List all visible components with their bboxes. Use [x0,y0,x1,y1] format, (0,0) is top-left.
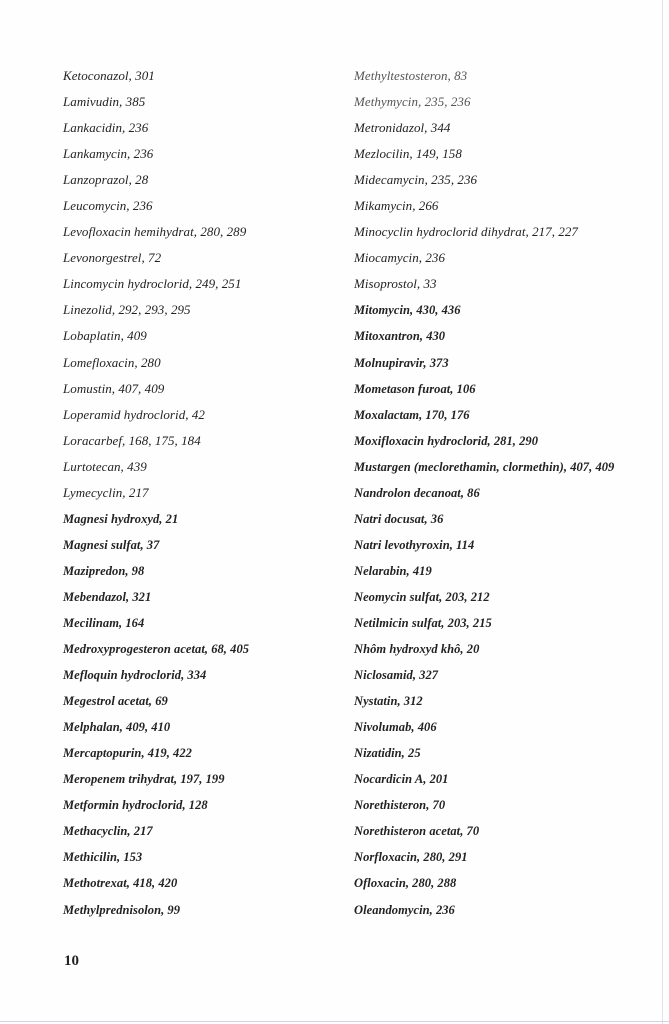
index-entry: Lomustin, 407, 409 [63,380,165,396]
index-entry: Methymycin, 235, 236 [354,94,471,110]
index-column-right [354,66,654,926]
index-entry: Mitomycin, 430, 436 [354,303,461,318]
index-entry: Methacyclin, 217 [63,824,153,839]
index-entry: Neomycin sulfat, 203, 212 [354,589,490,604]
index-entry: Norfloxacin, 280, 291 [354,850,468,865]
index-entry: Nhôm hydroxyd khô, 20 [354,642,480,657]
index-entry: Misoprostol, 33 [354,276,437,292]
index-entry: Mikamycin, 266 [354,198,439,214]
index-entry: Moxifloxacin hydroclorid, 281, 290 [354,433,538,448]
index-entry: Levonorgestrel, 72 [63,250,162,266]
index-entry: Natri levothyroxin, 114 [354,537,475,552]
index-entry: Nandrolon decanoat, 86 [354,485,480,500]
index-entry: Lamivudin, 385 [63,94,146,110]
index-entry: Mazipredon, 98 [63,563,145,578]
index-column-left [63,66,333,926]
index-entry: Niclosamid, 327 [354,668,439,683]
page-edge-divider [662,0,663,1024]
index-entry: Molnupiravir, 373 [354,355,449,370]
index-entry: Mebendazol, 321 [63,589,152,604]
index-entry: Lanzoprazol, 28 [63,172,149,188]
index-entry: Methyltestosteron, 83 [354,68,468,83]
index-entry: Loperamid hydroclorid, 42 [63,406,205,422]
index-entry: Magnesi hydroxyd, 21 [63,511,179,526]
index-entry: Metronidazol, 344 [354,120,451,136]
index-entry: Nystatin, 312 [354,694,423,709]
index-entry: Lankacidin, 236 [63,120,149,136]
index-entry: Methylprednisolon, 99 [63,902,181,917]
index-entry: Mustargen (meclorethamin, clormethin), 407, 409 [354,459,615,474]
index-entry: Lomefloxacin, 280 [63,354,161,370]
index-entry: Lobaplatin, 409 [63,328,147,344]
index-entry: Leucomycin, 236 [63,198,153,214]
index-entry: Norethisteron acetat, 70 [354,824,480,839]
index-entry: Medroxyprogesteron acetat, 68, 405 [63,642,250,657]
index-entry: Natri docusat, 36 [354,511,444,526]
index-entry: Metformin hydroclorid, 128 [63,798,208,813]
index-entry: Methotrexat, 418, 420 [63,876,178,891]
index-entry: Lincomycin hydroclorid, 249, 251 [63,276,242,292]
index-entry: Nelarabin, 419 [354,563,432,578]
index-entry: Mefloquin hydroclorid, 334 [63,668,207,683]
index-entry: Magnesi sulfat, 37 [63,537,160,552]
index-entry: Mezlocilin, 149, 158 [354,146,462,162]
index-entry: Oleandomycin, 236 [354,902,455,917]
index-entry: Mecilinam, 164 [63,615,145,630]
index-entry: Nocardicin A, 201 [354,772,449,787]
page-number: 10 [64,953,79,969]
index-entry: Mometason furoat, 106 [354,381,476,396]
index-entry: Linezolid, 292, 293, 295 [63,302,191,318]
index-entry: Lurtotecan, 439 [63,458,147,474]
index-entry: Midecamycin, 235, 236 [354,172,478,188]
index-entry: Miocamycin, 236 [354,250,446,266]
bottom-edge-divider [0,1021,669,1022]
index-entry: Nizatidin, 25 [354,746,421,761]
index-entry: Netilmicin sulfat, 203, 215 [354,615,492,630]
index-entry: Nivolumab, 406 [354,720,437,735]
index-entry: Methicilin, 153 [63,850,143,865]
index-entry: Mitoxantron, 430 [354,329,446,344]
index-entry: Meropenem trihydrat, 197, 199 [63,772,225,787]
index-entry: Lankamycin, 236 [63,146,154,162]
index-entry: Ofloxacin, 280, 288 [354,876,457,891]
index-entry: Norethisteron, 70 [354,798,446,813]
index-entry: Mercaptopurin, 419, 422 [63,746,192,761]
index-entry: Melphalan, 409, 410 [63,720,171,735]
index-entry: Minocyclin hydroclorid dihydrat, 217, 227 [354,224,578,240]
index-entry: Moxalactam, 170, 176 [354,407,470,422]
index-entry: Lymecyclin, 217 [63,484,149,500]
index-entry: Megestrol acetat, 69 [63,694,168,709]
index-entry: Loracarbef, 168, 175, 184 [63,432,201,448]
index-entry: Ketoconazol, 301 [63,68,155,83]
index-entry: Levofloxacin hemihydrat, 280, 289 [63,224,247,240]
